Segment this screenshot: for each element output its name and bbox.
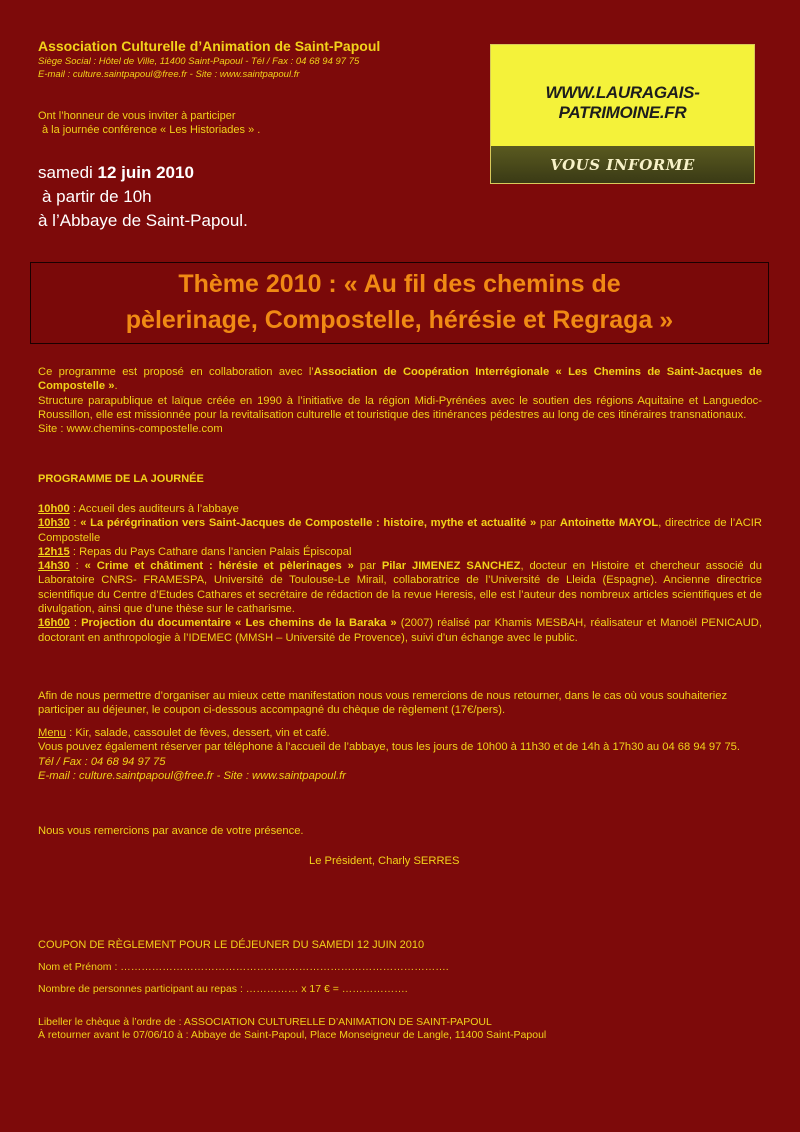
programme-text: Repas du Pays Cathare dans l’ancien Palais Épiscopal bbox=[79, 545, 352, 558]
logo-url-text: WWW.LAURAGAIS-PATRIMOINE.FR bbox=[545, 83, 700, 122]
programme-time: 10h00 bbox=[38, 503, 70, 515]
programme-sep: : bbox=[69, 517, 81, 530]
programme-sep: : bbox=[69, 545, 80, 558]
intro-site bbox=[38, 422, 762, 436]
programme-sep: : bbox=[69, 560, 85, 573]
coupon-count-field[interactable]: Nombre de personnes participant au repas : …………… x 17 € = ………………. bbox=[38, 983, 408, 995]
programme-item bbox=[38, 545, 762, 559]
programme-time: 14h30 bbox=[38, 560, 70, 573]
programme-time: 12h15 bbox=[38, 545, 70, 558]
programme-text-2: , docteur en Histoire et chercheur associé du Laboratoire CNRS- FRAMESPA, Université de Toulouse-Le Mirail, collaboratrice de l’Université de Lleida (Espagne). Ancienne directrice scientifique du Centre d’Etudes Cathares et secrétaire de rédaction de la revue Heresis, elle est l’auteur des nombreux articles scientifiques et de divulgation, ainsi que d’une thèse sur le catharisme. bbox=[38, 560, 762, 616]
menu-text: : Kir, salade, cassoulet de fèves, dessert, vin et café. bbox=[66, 727, 330, 739]
phone-note: Vous pouvez également réserver par téléphone à l’accueil de l’abbaye, tous les jours de 10h00 à 11h30 et de 14h à 17h30 au 04 68 94 97 75. bbox=[38, 741, 741, 754]
telfax: Tél / Fax : 04 68 94 97 75 bbox=[38, 755, 166, 768]
logo-bottom-panel bbox=[491, 146, 754, 183]
theme-line-2: pèlerinage, Compostelle, hérésie et Regraga » bbox=[125, 306, 674, 334]
programme-time: 16h00 bbox=[38, 617, 70, 630]
programme-speaker: Pilar JIMENEZ SANCHEZ bbox=[381, 560, 521, 573]
thanks-line: Nous vous remercions par avance de votre présence. bbox=[38, 825, 304, 837]
programme-item bbox=[38, 516, 762, 545]
theme-line-1: Thème 2010 : « Au fil des chemins de bbox=[178, 270, 621, 298]
intro-collaboration bbox=[38, 365, 762, 394]
lunch-note: Afin de nous permettre d’organiser au mieux cette manifestation nous vous remercions de nous retourner, dans le cas où vous souhaiteriez participer au déjeuner, le coupon ci-dessous accompagné du chèque de règlement (17€/pers). bbox=[38, 690, 728, 717]
event-time: à partir de 10h bbox=[42, 187, 152, 206]
logo-top-panel bbox=[491, 45, 754, 146]
coupon-name-field[interactable]: Nom et Prénom : …………………………………………………………………………………. bbox=[38, 961, 449, 973]
intro-text: Ce programme est proposé en collaboration avec l’ bbox=[38, 366, 314, 378]
president-signature: Le Président, Charly SERRES bbox=[309, 855, 460, 867]
intro-description: Structure parapublique et laïque créée en 1990 à l’initiative de la région Midi-Pyrénées avec le soutien des régions Aquitaine et Languedoc-Roussillon, elle est missionnée pour la revitalisation culturelle et touristique des itinérances pédestres au long de ces itinéraires transnationaux. bbox=[38, 394, 762, 421]
coupon-title: COUPON DE RÈGLEMENT POUR LE DÉJEUNER DU SAMEDI 12 JUIN 2010 bbox=[38, 939, 425, 951]
programme-text: Accueil des auditeurs à l’abbaye bbox=[78, 503, 239, 515]
theme-box bbox=[30, 262, 769, 344]
menu-label: Menu bbox=[38, 727, 66, 739]
programme-item bbox=[38, 616, 762, 645]
organization-name: Association Culturelle d’Animation de Saint-Papoul bbox=[38, 38, 381, 54]
cheque-payee: Libeller le chèque à l’ordre de : ASSOCIATION CULTURELLE D’ANIMATION DE SAINT-PAPOUL bbox=[38, 1016, 492, 1028]
email-site: E-mail : culture.saintpapoul@free.fr - Site : www.saintpapoul.fr bbox=[38, 769, 346, 782]
theme-title bbox=[31, 266, 768, 338]
programme-item bbox=[38, 559, 762, 616]
programme-text: (2007) réalisé par Khamis MESBAH, réalisateur et Manoël PENICAUD, doctorant en anthropologie à l’IDEMEC (MMSH – Université de Provence), suivi d’un échange avec le public. bbox=[38, 617, 762, 644]
invitation-line-2: à la journée conférence « Les Historiades » . bbox=[42, 124, 261, 136]
event-place: à l’Abbaye de Saint-Papoul. bbox=[38, 211, 248, 230]
programme-title: PROGRAMME DE LA JOURNÉE bbox=[38, 473, 204, 485]
programme-text: par bbox=[353, 560, 382, 573]
intro-association: Association de Coopération Interrégionale « Les Chemins de Saint-Jacques de Compostelle » bbox=[38, 366, 762, 393]
intro-paragraph bbox=[38, 365, 762, 436]
lauragais-patrimoine-logo bbox=[490, 44, 755, 184]
organization-contact: E-mail : culture.saintpapoul@free.fr - Site : www.saintpapoul.fr bbox=[38, 69, 300, 80]
intro-site-link[interactable]: www.chemins-compostelle.com bbox=[66, 423, 223, 436]
programme-item bbox=[38, 502, 762, 516]
programme-time: 10h30 bbox=[38, 517, 70, 530]
menu-block bbox=[38, 726, 762, 783]
event-date-bold: 12 juin 2010 bbox=[97, 163, 194, 182]
intro-site-label: Site : bbox=[38, 423, 67, 436]
event-date bbox=[38, 163, 194, 183]
programme-speaker: Antoinette MAYOL bbox=[559, 517, 659, 530]
cheque-return-address: À retourner avant le 07/06/10 à : Abbaye de Saint-Papoul, Place Monseigneur de Langle, 11400 Saint-Papoul bbox=[38, 1029, 547, 1041]
intro-text-end: . bbox=[114, 380, 118, 393]
event-date-prefix: samedi bbox=[38, 163, 98, 182]
logo-caption: VOUS INFORME bbox=[550, 156, 695, 174]
programme-sep: : bbox=[69, 503, 79, 515]
programme-sep: : bbox=[69, 617, 82, 630]
programme-talk-title: « Crime et châtiment : hérésie et pèlerinages » bbox=[84, 560, 354, 573]
programme-text: par bbox=[536, 517, 560, 530]
programme-list bbox=[38, 502, 762, 645]
invitation-line-1: Ont l’honneur de vous inviter à participer bbox=[38, 110, 236, 122]
programme-talk-title: « La pérégrination vers Saint-Jacques de Compostelle : histoire, mythe et actualité » bbox=[80, 517, 537, 530]
organization-seat: Siège Social : Hôtel de Ville, 11400 Saint-Papoul - Tél / Fax : 04 68 94 97 75 bbox=[38, 56, 360, 67]
programme-text-2: , directrice de l’ACIR Compostelle bbox=[38, 517, 762, 544]
menu-line bbox=[38, 726, 762, 740]
programme-talk-title: Projection du documentaire « Les chemins de la Baraka » bbox=[81, 617, 397, 630]
